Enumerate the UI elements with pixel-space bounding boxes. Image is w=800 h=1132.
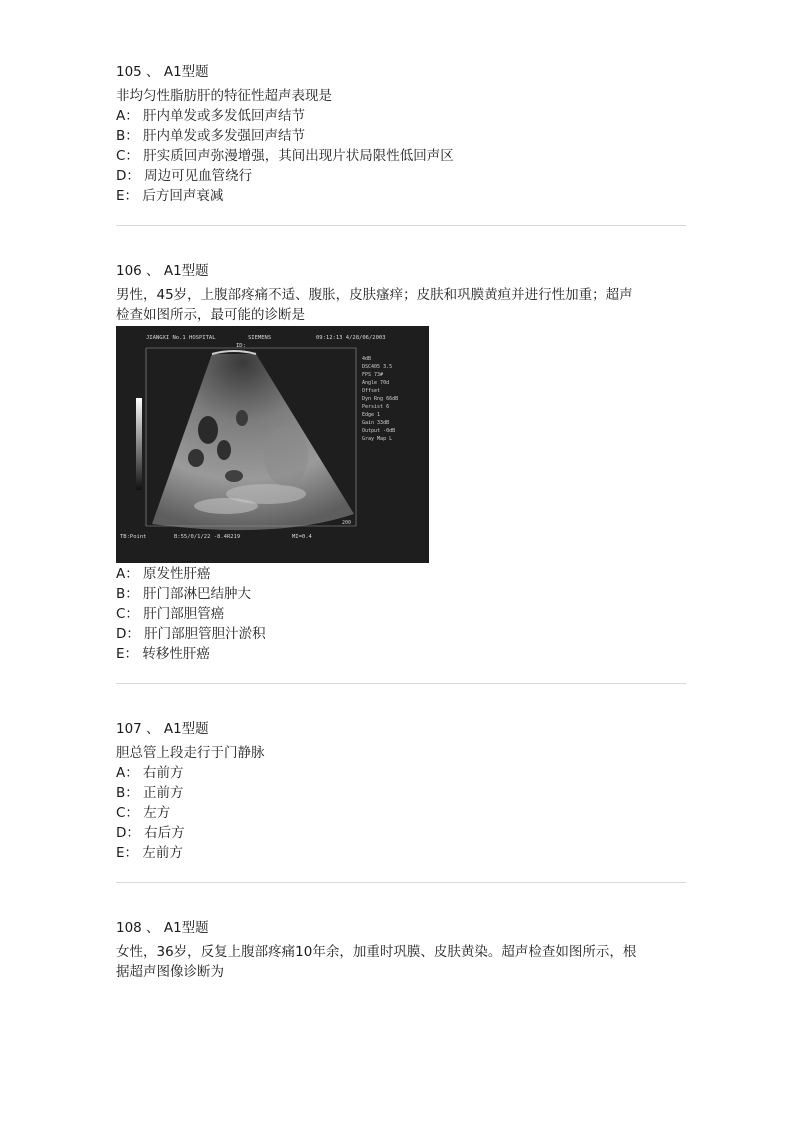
option-d: D： 右后方 (116, 825, 185, 841)
question-106-options (116, 564, 686, 664)
question-stem-line: 男性，45岁，上腹部疼痛不适、腹胀，皮肤瘙痒；皮肤和巩膜黄疸并进行性加重；超声 (116, 287, 633, 303)
option-a: A： 原发性肝癌 (116, 566, 211, 582)
question-header: 107 、 A1型题 (116, 721, 209, 737)
question-stem-line: 胆总管上段走行于门静脉 (116, 745, 265, 761)
ultrasound-id-label: ID: (236, 343, 246, 349)
ultrasound-param: Persist 6 (362, 404, 390, 410)
ultrasound-param: Gray Map L (362, 436, 393, 442)
option-b: B： 肝内单发或多发强回声结节 (116, 128, 306, 144)
question-108 (116, 918, 686, 982)
question-106 (116, 261, 686, 325)
question-107 (116, 719, 686, 863)
ultrasound-param: Dyn Rng 66dB (362, 396, 399, 402)
ultrasound-param: Angle 70d (362, 380, 390, 386)
question-header: 108 、 A1型题 (116, 920, 209, 936)
separator (116, 882, 686, 883)
ultrasound-header-right: 09:12:13 4/28/06/2003 (316, 335, 386, 341)
option-a: A： 右前方 (116, 765, 184, 781)
option-c: C： 左方 (116, 805, 171, 821)
ultrasound-image (116, 326, 429, 563)
option-e: E： 后方回声衰减 (116, 188, 224, 204)
option-b: B： 肝门部淋巴结肿大 (116, 586, 252, 602)
ultrasound-param: DSC405 3.5 (362, 364, 393, 370)
option-d: D： 周边可见血管绕行 (116, 168, 253, 184)
separator (116, 225, 686, 226)
question-header: 105 、 A1型题 (116, 64, 209, 80)
option-c: C： 肝门部胆管癌 (116, 606, 225, 622)
question-stem-line: 检查如图所示，最可能的诊断是 (116, 307, 305, 323)
ultrasound-param: Offset (362, 388, 381, 394)
option-c: C： 肝实质回声弥漫增强，其间出现片状局限性低回声区 (116, 148, 454, 164)
ultrasound-param: FPS 73# (362, 372, 384, 378)
option-d: D： 肝门部胆管胆汁淤积 (116, 626, 266, 642)
ultrasound-param: Output -0dB (362, 428, 396, 434)
ultrasound-header-left: JIANGXI No.1 HOSPITAL (146, 335, 216, 341)
question-header: 106 、 A1型题 (116, 263, 209, 279)
question-stem-line: 女性，36岁，反复上腹部疼痛10年余，加重时巩膜、皮肤黄染。超声检查如图所示，根 (116, 944, 637, 960)
question-105 (116, 62, 686, 206)
option-e: E： 左前方 (116, 845, 183, 861)
question-stem-line: 非均匀性脂肪肝的特征性超声表现是 (116, 88, 332, 104)
ultrasound-param: Gain 33dB (362, 420, 390, 426)
ultrasound-header-brand: SIEMENS (248, 335, 272, 341)
question-stem-line: 据超声图像诊断为 (116, 964, 224, 980)
option-e: E： 转移性肝癌 (116, 646, 210, 662)
ultrasound-footer-mid: B:55/0/1/22 -8.4R219 (174, 534, 241, 540)
ultrasound-param: 4dB (362, 356, 372, 362)
ultrasound-param: Edge 1 (362, 412, 381, 418)
separator (116, 683, 686, 684)
ultrasound-footer-right: MI=0.4 (292, 534, 312, 540)
option-b: B： 正前方 (116, 785, 184, 801)
ultrasound-scale-mark: 200 (342, 520, 352, 526)
ultrasound-footer-left: TB:Point (120, 534, 147, 540)
option-a: A： 肝内单发或多发低回声结节 (116, 108, 306, 124)
